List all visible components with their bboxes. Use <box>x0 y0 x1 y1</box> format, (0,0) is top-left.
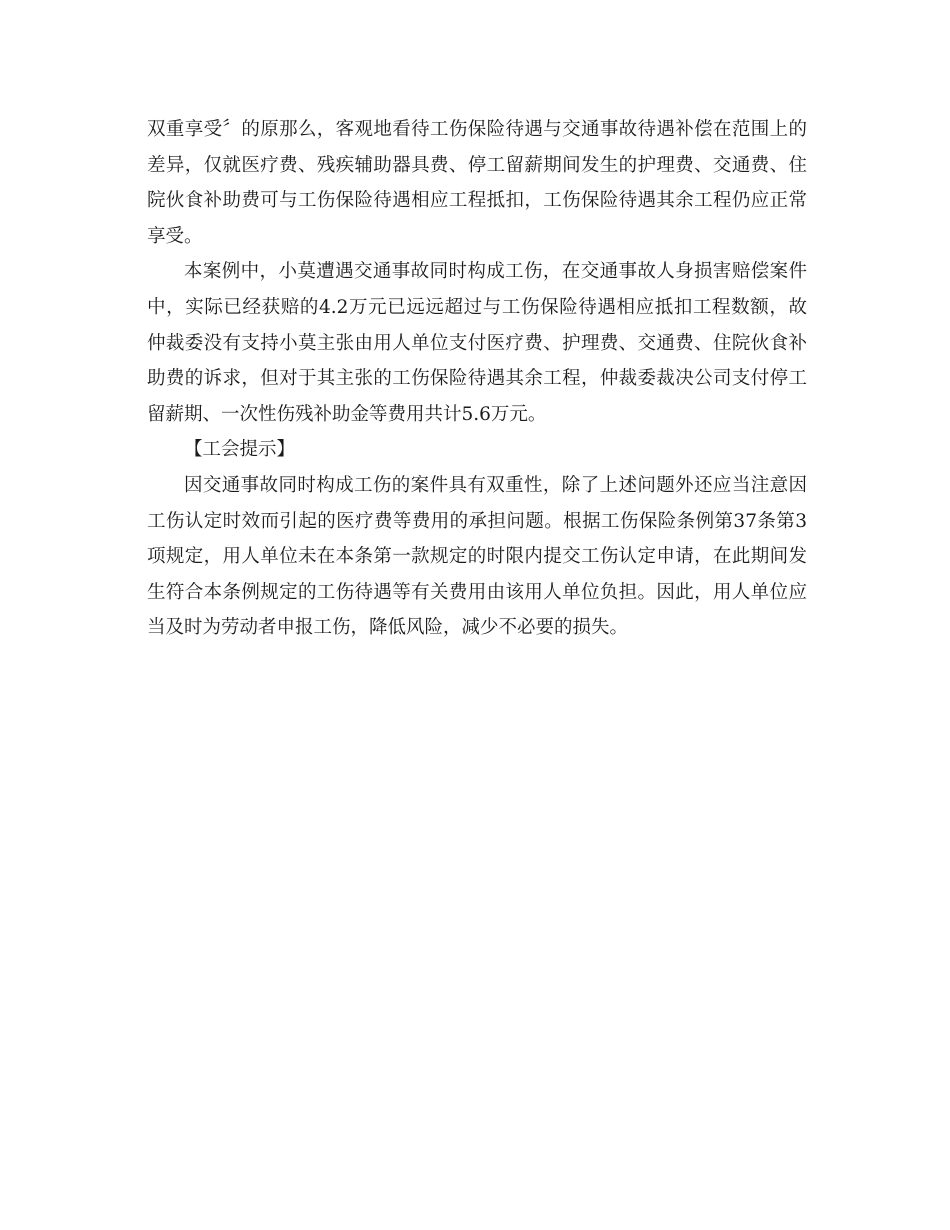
paragraph-3 <box>147 468 807 646</box>
paragraph-2-line-1: 本案例中，小莫遭遇交通事故同时构成工伤，在交通事故人身损害赔偿案件 <box>184 261 807 283</box>
paragraph-3-line-3: 项规定，用人单位未在本条第一款规定的时限内提交工伤认定申请，在此期间发 <box>147 546 807 568</box>
section-heading-union-tip <box>147 432 807 468</box>
paragraph-2-line-3: 仲裁委没有支持小莫主张由用人单位支付医疗费、护理费、交通费、住院伙食补 <box>147 332 807 354</box>
paragraph-2-line-4: 助费的诉求，但对于其主张的工伤保险待遇其余工程，仲裁委裁决公司支付停工 <box>147 368 807 390</box>
paragraph-1 <box>147 112 807 254</box>
paragraph-2-line-5: 留薪期、一次性伤残补助金等费用共计5.6万元。 <box>147 403 547 425</box>
paragraph-1-line-2: 差异，仅就医疗费、残疾辅助器具费、停工留薪期间发生的护理费、交通费、住 <box>147 154 807 176</box>
paragraph-3-line-1: 因交通事故同时构成工伤的案件具有双重性，除了上述问题外还应当注意因 <box>184 474 807 496</box>
paragraph-3-line-4: 生符合本条例规定的工伤待遇等有关费用由该用人单位负担。因此，用人单位应 <box>147 581 807 603</box>
paragraph-2 <box>147 254 807 432</box>
paragraph-3-line-5: 当及时为劳动者申报工伤，降低风险，减少不必要的损失。 <box>147 617 629 639</box>
paragraph-3-line-2: 工伤认定时效而引起的医疗费等费用的承担问题。根据工伤保险条例第37条第3 <box>147 510 807 532</box>
paragraph-1-line-4: 享受。 <box>147 225 203 247</box>
section-heading-union-tip-text: 【工会提示】 <box>184 439 296 461</box>
paragraph-2-line-2: 中，实际已经获赔的4.2万元已远远超过与工伤保险待遇相应抵扣工程数额，故 <box>147 296 807 318</box>
paragraph-1-line-1: 双重享受〞的原那么，客观地看待工伤保险待遇与交通事故待遇补偿在范围上的 <box>147 119 807 140</box>
paragraph-1-line-3: 院伙食补助费可与工伤保险待遇相应工程抵扣，工伤保险待遇其余工程仍应正常 <box>147 190 807 212</box>
document-body <box>147 112 807 646</box>
